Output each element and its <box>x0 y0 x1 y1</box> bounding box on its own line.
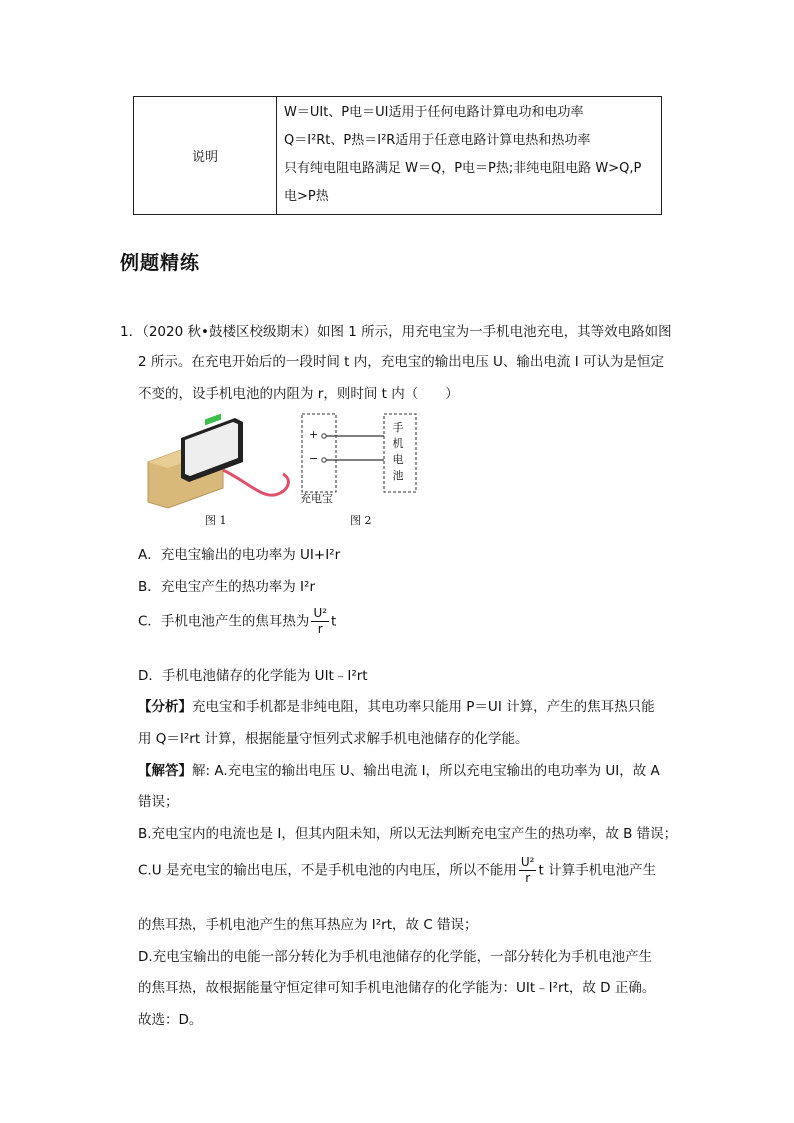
answer-line-2: 错误； <box>138 794 179 810</box>
answer-line-4 <box>138 855 656 886</box>
plus-terminal: + <box>309 428 319 441</box>
answer-line-4-text: C.U 是充电宝的输出电压，不是手机电池的内电压，所以不能用 <box>138 862 517 879</box>
option-c-numerator: U² <box>313 606 328 620</box>
table-label-cell: 说明 <box>134 97 277 215</box>
option-c-suffix: t <box>331 613 337 630</box>
option-c-denominator: r <box>317 622 323 636</box>
answer-fraction <box>519 855 537 886</box>
option-c-fraction <box>311 606 329 637</box>
answer-tag: 【解答】 <box>138 763 192 779</box>
answer-denominator: r <box>525 871 531 885</box>
analysis-text-1: 充电宝和手机都是非纯电阻，其电功率只能用 P＝UI 计算，产生的焦耳热只能 <box>192 699 655 715</box>
answer-line-4-suffix: t 计算手机电池产生 <box>538 862 657 879</box>
table-row-1: W＝UIt、P电＝UI适用于任何电路计算电功和电功率 <box>284 105 584 120</box>
answer-line-7: 的焦耳热，故根据能量守恒定律可知手机电池储存的化学能为：UIt﹣I²rt，故 D 正确。 <box>138 980 656 996</box>
answer-numerator: U² <box>520 855 535 869</box>
powerbank-label: 充电宝 <box>300 492 333 505</box>
figure-1-photo <box>143 410 298 510</box>
analysis-line-1 <box>138 695 655 715</box>
question-line-1: 1．（2020 秋•鼓楼区校级期末）如图 1 所示，用充电宝为一手机电池充电，其等效电路如图 <box>120 324 672 340</box>
figure-2-caption: 图 2 <box>350 514 372 527</box>
question-line-3: 不变的，设手机电池的内阻为 r，则时间 t 内（ ） <box>138 386 459 402</box>
section-heading: 例题精练 <box>120 252 201 274</box>
answer-line-3: B.充电宝内的电流也是 I，但其内阻未知，所以无法判断充电宝产生的热功率，故 B 错误； <box>138 826 678 842</box>
option-d: D．手机电池储存的化学能为 UIt﹣I²rt <box>138 668 368 684</box>
answer-line-8: 故选：D。 <box>138 1012 203 1028</box>
table-row-4: 电>P热 <box>284 189 329 204</box>
phone-battery-label: 手机电池 <box>392 421 404 482</box>
explanation-table <box>133 96 662 215</box>
option-b: B．充电宝产生的热功率为 I²r <box>138 579 315 595</box>
table-row-3: 只有纯电阻电路满足 W＝Q，P电＝P热;非纯电阻电路 W>Q,P <box>284 161 642 176</box>
option-a: A．充电宝输出的电功率为 UI+I²r <box>138 547 341 563</box>
question-line-2: 2 所示。在充电开始后的一段时间 t 内，充电宝的输出电压 U、输出电流 I 可认为是恒定 <box>138 354 664 370</box>
figure-1-caption: 图 1 <box>205 514 227 527</box>
answer-line-6: D.充电宝输出的电能一部分转化为手机电池储存的化学能，一部分转化为手机电池产生 <box>138 949 653 965</box>
table-row-2: Q＝I²Rt、P热＝I²R适用于任意电路计算电热和热功率 <box>284 133 591 148</box>
minus-terminal: − <box>309 452 319 465</box>
option-c-text: C．手机电池产生的焦耳热为 <box>138 613 310 630</box>
answer-text-1: 解: A.充电宝的输出电压 U、输出电流 I，所以充电宝输出的电功率为 UI，故 A <box>192 763 660 779</box>
analysis-line-2: 用 Q＝I²rt 计算，根据能量守恒列式求解手机电池储存的化学能。 <box>138 731 529 747</box>
option-c <box>138 606 336 637</box>
table-content-cell <box>277 97 662 215</box>
analysis-tag: 【分析】 <box>138 699 192 715</box>
answer-line-5: 的焦耳热，手机电池产生的焦耳热应为 I²rt，故 C 错误； <box>138 917 478 933</box>
answer-line-1 <box>138 759 660 779</box>
